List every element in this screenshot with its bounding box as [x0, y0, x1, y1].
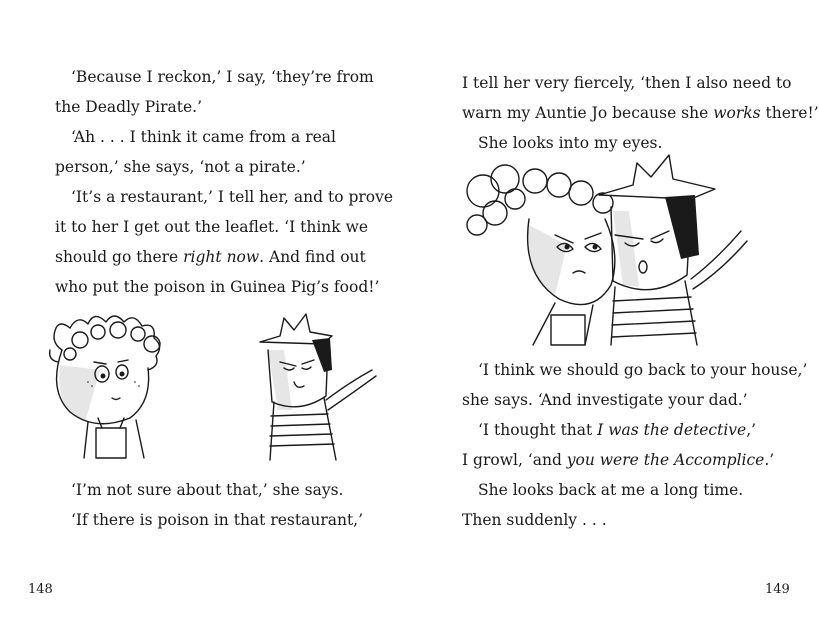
- text-span: should go there: [55, 248, 184, 266]
- italic-text: works: [713, 104, 761, 122]
- text-span: .’: [764, 451, 775, 469]
- text-line: [462, 98, 819, 128]
- text-line: [462, 355, 807, 385]
- text-span: there!’: [760, 104, 819, 122]
- text-span: I growl, ‘and: [462, 451, 567, 469]
- text-line: [55, 272, 393, 302]
- text-span: person,’ she says, ‘not a pirate.’: [55, 158, 306, 176]
- italic-text: right now: [183, 248, 260, 266]
- text-line: [462, 475, 807, 505]
- left-top-text: [55, 62, 393, 302]
- text-line: [55, 62, 393, 92]
- text-line: [462, 505, 807, 535]
- text-span: who put the poison in Guinea Pig’s food!’: [55, 278, 380, 296]
- right-page: [405, 0, 819, 623]
- text-line: [462, 385, 807, 415]
- text-line: [55, 152, 393, 182]
- text-span: ‘It’s a restaurant,’ I tell her, and to prove: [71, 188, 394, 206]
- left-page: [0, 0, 405, 623]
- text-line: [462, 128, 819, 158]
- text-line: [55, 122, 393, 152]
- text-span: the Deadly Pirate.’: [55, 98, 203, 116]
- text-line: [55, 92, 393, 122]
- right-bottom-text: [462, 355, 807, 535]
- text-line: [55, 505, 363, 535]
- italic-text: I was the detective: [597, 421, 747, 439]
- text-span: I tell her very fiercely, ‘then I also need to: [462, 74, 792, 92]
- text-line: [55, 182, 393, 212]
- right-top-text: [462, 68, 819, 158]
- text-span: ‘I thought that: [478, 421, 598, 439]
- text-span: Then suddenly . . .: [462, 511, 607, 529]
- text-line: [462, 445, 807, 475]
- text-span: . And find out: [259, 248, 366, 266]
- page-number-left: 148: [28, 582, 53, 597]
- text-span: ‘Ah . . . I think it came from a real: [71, 128, 336, 146]
- text-line: [55, 212, 393, 242]
- text-span: ‘I think we should go back to your house,’: [478, 361, 808, 379]
- girl-illustration: [40, 310, 180, 460]
- text-span: ‘If there is poison in that restaurant,’: [71, 511, 364, 529]
- text-span: she says. ‘And investigate your dad.’: [462, 391, 748, 409]
- text-span: She looks into my eyes.: [478, 134, 663, 152]
- text-span: warn my Auntie Jo because she: [462, 104, 714, 122]
- text-span: ‘I’m not sure about that,’ she says.: [71, 481, 344, 499]
- text-line: [55, 475, 363, 505]
- text-span: She looks back at me a long time.: [478, 481, 744, 499]
- left-bottom-text: [55, 475, 363, 535]
- text-span: ,’: [746, 421, 757, 439]
- italic-text: you were the Accomplice: [566, 451, 765, 469]
- page-number-right: 149: [765, 582, 790, 597]
- boy-illustration: [250, 310, 390, 460]
- text-span: it to her I get out the leaflet. ‘I think we: [55, 218, 369, 236]
- text-line: [462, 68, 819, 98]
- detectives-illustration: [455, 155, 765, 345]
- text-line: [462, 415, 807, 445]
- text-span: ‘Because I reckon,’ I say, ‘they’re from: [71, 68, 374, 86]
- text-line: [55, 242, 393, 272]
